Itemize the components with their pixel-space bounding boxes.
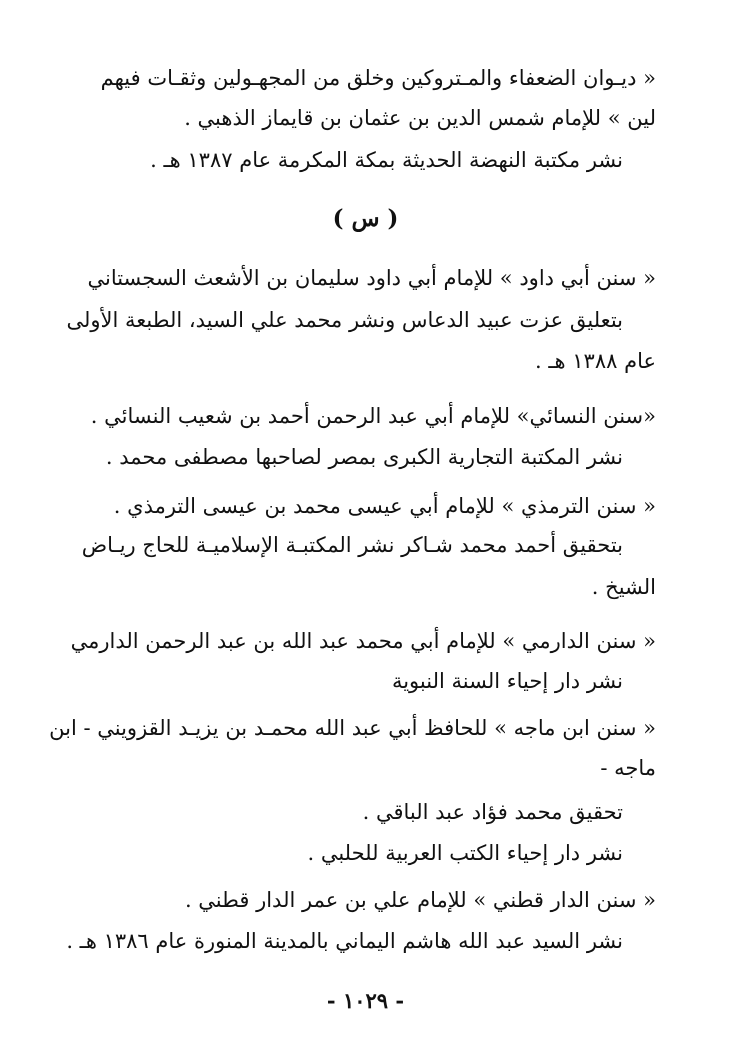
text-line: بتحقيق أحمد محمد شـاكر نشر المكتبـة الإسلاميـة للحاج ريـاض bbox=[81, 533, 623, 557]
page-number: - ١٠٢٩ - bbox=[326, 988, 405, 1013]
text-line: نشر دار إحياء الكتب العربية للحلبي . bbox=[307, 841, 623, 865]
text-line: « ديـوان الضعفاء والمـتروكين وخلق من المجهـولين وثقـات فيهم bbox=[100, 66, 656, 90]
text-line: « سنن الدار قطني » للإمام علي بن عمر الدار قطني . bbox=[184, 888, 656, 912]
text-line: نشر المكتبة التجارية الكبرى بمصر لصاحبها مصطفى محمد . bbox=[105, 445, 623, 469]
text-line: نشر دار إحياء السنة النبوية bbox=[391, 669, 623, 693]
section-heading: ( س ) bbox=[332, 205, 399, 232]
text-line: «سنن النسائي» للإمام أبي عبد الرحمن أحمد بن شعيب النسائي . bbox=[90, 404, 656, 428]
text-line: بتعليق عزت عبيد الدعاس ونشر محمد علي السيد، الطبعة الأولى bbox=[66, 308, 623, 332]
text-line: « سنن ابن ماجه » للحافظ أبي عبد الله محمـد بن يزيـد القزويني - ابن bbox=[49, 716, 656, 740]
text-line: نشر مكتبة النهضة الحديثة بمكة المكرمة عام ١٣٨٧ هـ . bbox=[150, 148, 623, 172]
text-line: ماجه - bbox=[600, 756, 656, 780]
text-line: « سنن الترمذي » للإمام أبي عيسى محمد بن عيسى الترمذي . bbox=[113, 494, 656, 518]
text-line: نشر السيد عبد الله هاشم اليماني بالمدينة المنورة عام ١٣٨٦ هـ . bbox=[66, 929, 623, 953]
text-line: تحقيق محمد فؤاد عبد الباقي . bbox=[362, 800, 623, 824]
text-line: عام ١٣٨٨ هـ . bbox=[535, 349, 656, 373]
text-line: « سنن أبي داود » للإمام أبي داود سليمان بن الأشعث السجستاني bbox=[87, 266, 656, 290]
text-line: الشيخ . bbox=[591, 575, 656, 599]
text-line: لين » للإمام شمس الدين بن عثمان بن قايماز الذهبي . bbox=[184, 106, 656, 130]
text-line: « سنن الدارمي » للإمام أبي محمد عبد الله بن عبد الرحمن الدارمي bbox=[70, 629, 656, 653]
